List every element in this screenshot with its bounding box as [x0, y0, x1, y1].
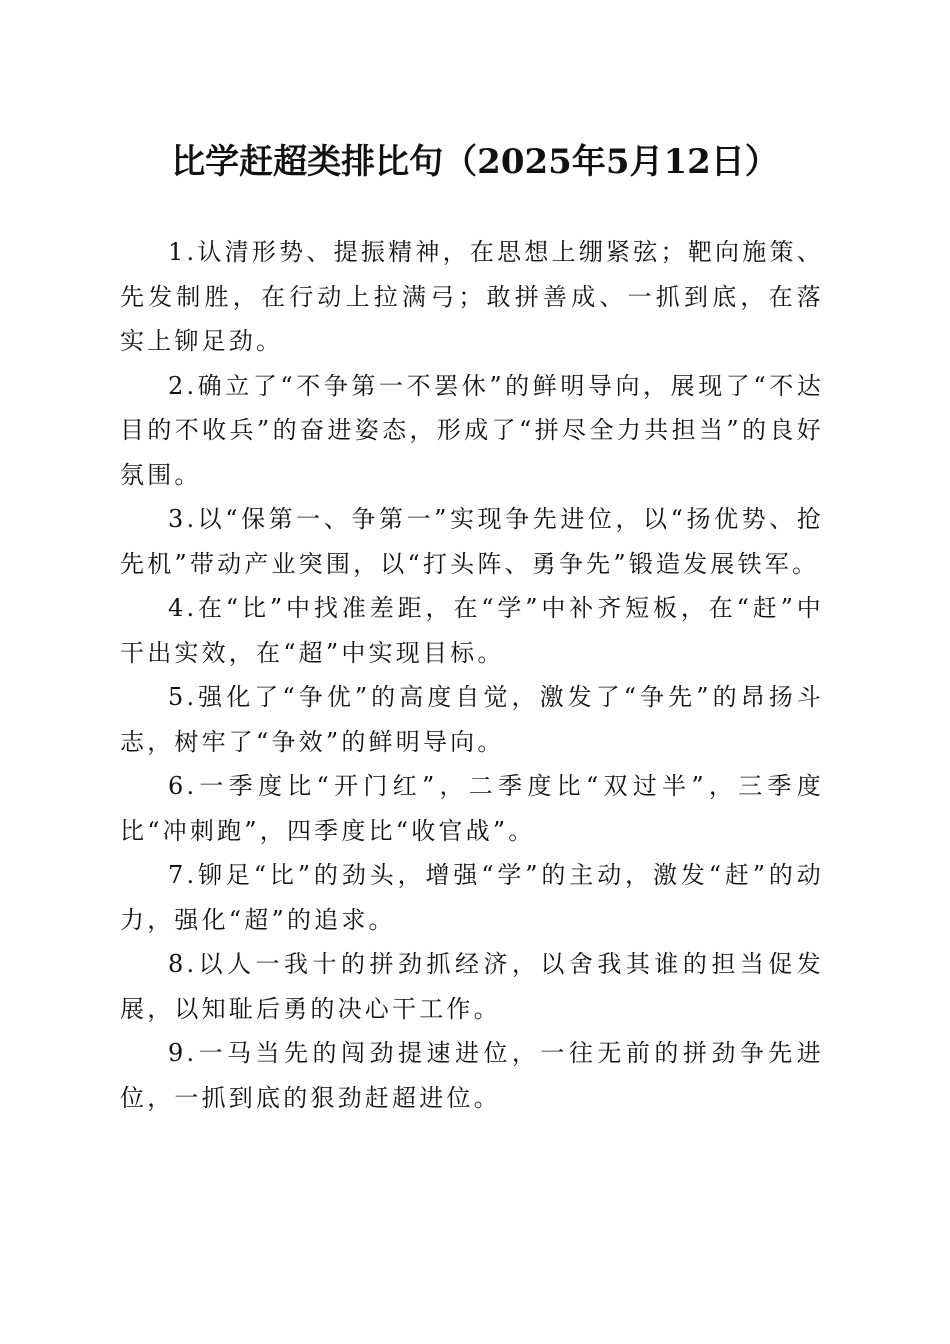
document-body — [120, 230, 824, 1120]
paragraph-5: 5.强化了“争优”的高度自觉，激发了“争先”的昂扬斗志，树牢了“争效”的鲜明导向。 — [120, 683, 824, 756]
paragraph-2: 2.确立了“不争第一不罢休”的鲜明导向，展现了“不达目的不收兵”的奋进姿态，形成了“拼尽全力共担当”的良好氛围。 — [120, 371, 824, 489]
paragraph-6: 6.一季度比“开门红”，二季度比“双过半”，三季度比“冲刺跑”，四季度比“收官战”。 — [120, 772, 824, 845]
paragraph-9: 9.一马当先的闯劲提速进位，一往无前的拼劲争先进位，一抓到底的狠劲赶超进位。 — [120, 1039, 824, 1112]
paragraph-1: 1.认清形势、提振精神，在思想上绷紧弦；靶向施策、先发制胜，在行动上拉满弓；敢拼善成、一抓到底，在落实上铆足劲。 — [120, 238, 824, 355]
document-title: 比学赶超类排比句（2025年5月12日） — [171, 142, 779, 182]
paragraph-8: 8.以人一我十的拼劲抓经济，以舍我其谁的担当促发展，以知耻后勇的决心干工作。 — [120, 950, 824, 1023]
paragraph-7: 7.铆足“比”的劲头，增强“学”的主动，激发“赶”的动力，强化“超”的追求。 — [120, 861, 824, 934]
paragraph-3: 3.以“保第一、争第一”实现争先进位，以“扬优势、抢先机”带动产业突围，以“打头阵、勇争先”锻造发展铁军。 — [120, 505, 824, 578]
paragraph-4: 4.在“比”中找准差距，在“学”中补齐短板，在“赶”中干出实效，在“超”中实现目标。 — [120, 594, 824, 667]
